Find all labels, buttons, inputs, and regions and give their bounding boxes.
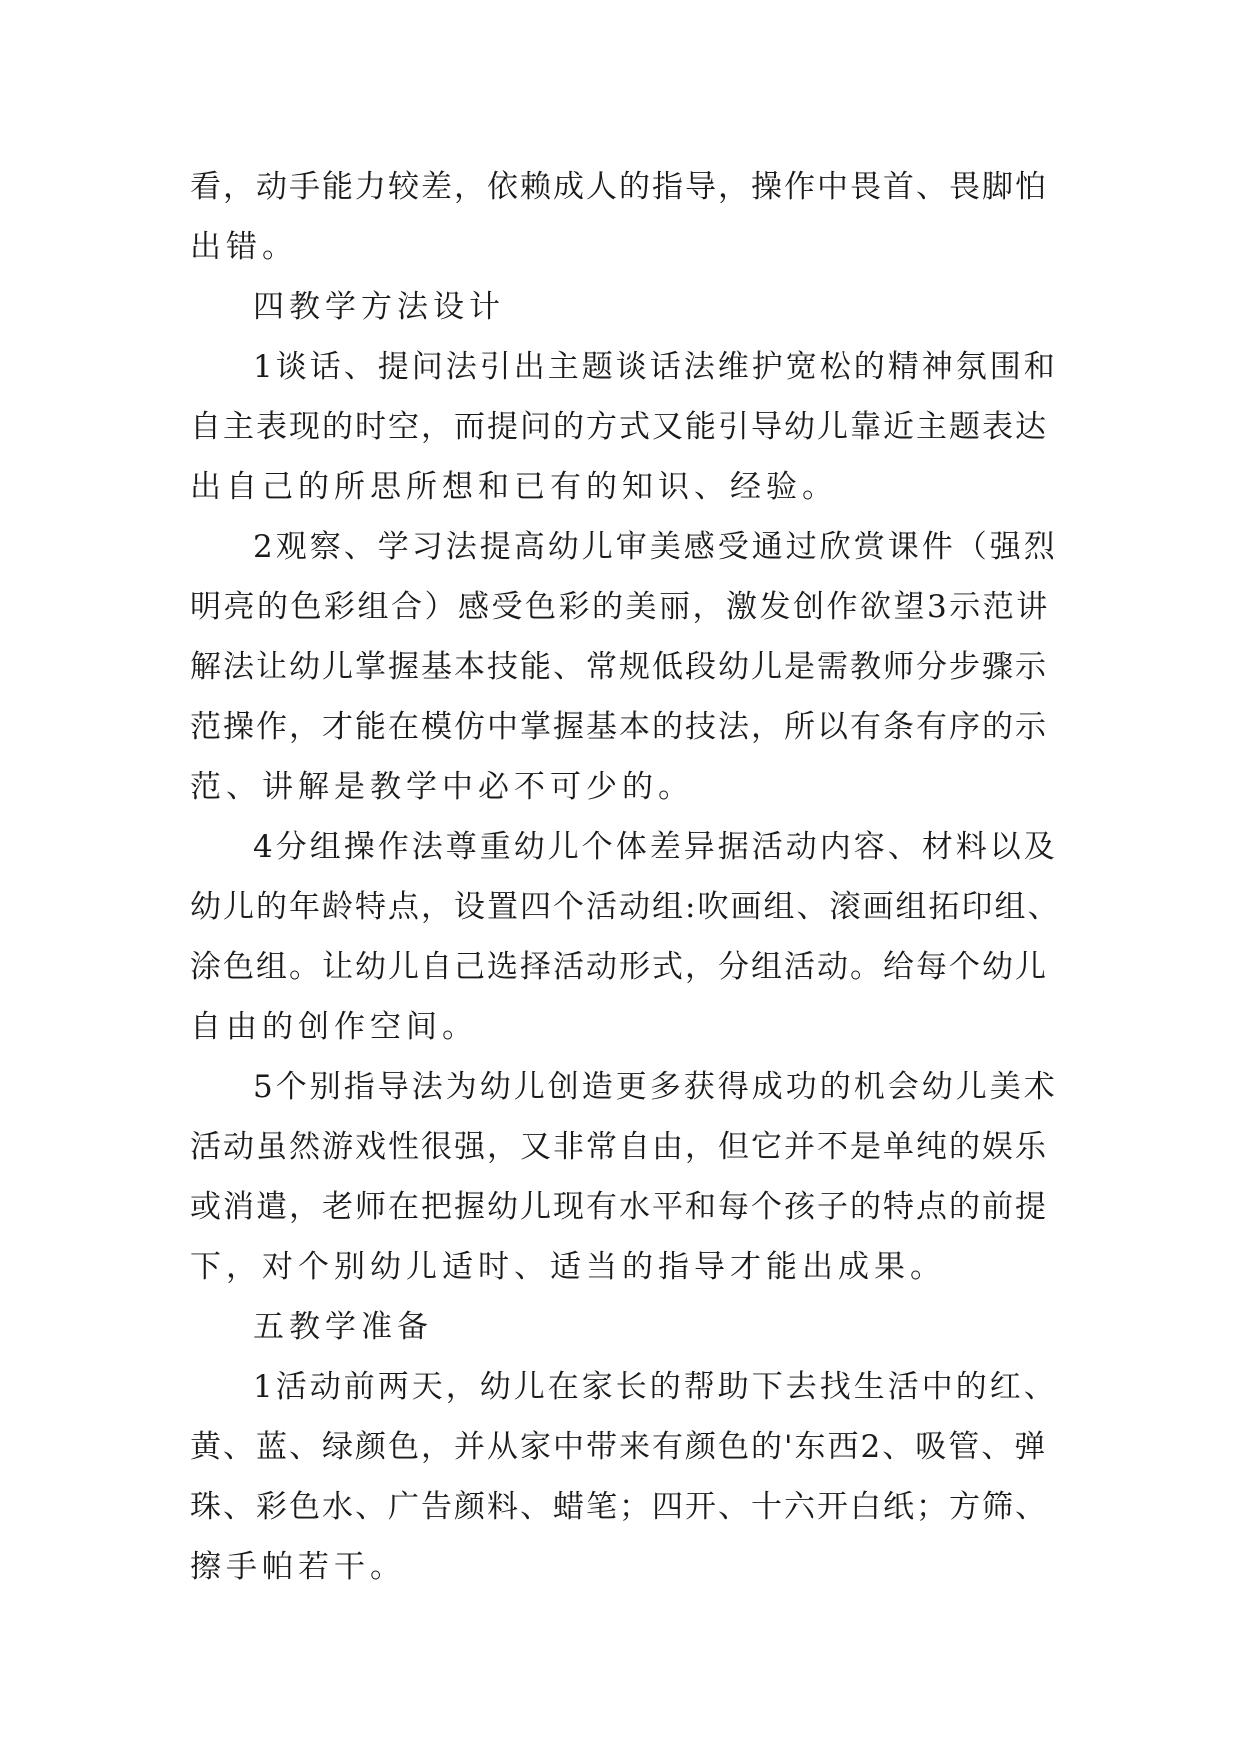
text-line: 下，对个别幼儿适时、适当的指导才能出成果。 [190, 1249, 946, 1285]
text-line: 珠、彩色水、广告颜料、蜡笔；四开、十六开白纸；方筛、 [190, 1489, 1048, 1525]
text-line: 活动虽然游戏性很强，又非常自由，但它并不是单纯的娱乐 [190, 1129, 1048, 1165]
text-line: 涂色组。让幼儿自己选择活动形式，分组活动。给每个幼儿 [190, 949, 1048, 985]
text-line: 擦手帕若干。 [190, 1549, 406, 1585]
text-line: 出自己的所思所想和已有的知识、经验。 [190, 469, 838, 505]
text-line: 出错。 [190, 229, 298, 265]
text-line: 2观察、学习法提高幼儿审美感受通过欣赏课件（强烈 [253, 529, 1058, 565]
text-line: 四教学方法设计 [253, 289, 505, 325]
text-line: 自由的创作空间。 [190, 1009, 478, 1045]
document-body [190, 157, 1060, 1597]
text-line: 自主表现的时空，而提问的方式又能引导幼儿靠近主题表达 [190, 409, 1048, 445]
text-line: 幼儿的年龄特点，设置四个活动组:吹画组、滚画组拓印组、 [190, 889, 1061, 925]
text-line: 五教学准备 [253, 1309, 433, 1345]
text-line: 黄、蓝、绿颜色，并从家中带来有颜色的'东西2、吸管、弹 [190, 1429, 1048, 1465]
text-line: 解法让幼儿掌握基本技能、常规低段幼儿是需教师分步骤示 [190, 649, 1048, 685]
text-line: 范、讲解是教学中必不可少的。 [190, 769, 694, 805]
text-line: 或消遣，老师在把握幼儿现有水平和每个孩子的特点的前提 [190, 1189, 1048, 1225]
text-line: 1活动前两天，幼儿在家长的帮助下去找生活中的红、 [253, 1369, 1058, 1405]
text-line: 5个别指导法为幼儿创造更多获得成功的机会幼儿美术 [253, 1069, 1058, 1105]
text-line: 1谈话、提问法引出主题谈话法维护宽松的精神氛围和 [253, 349, 1058, 385]
text-line: 4分组操作法尊重幼儿个体差异据活动内容、材料以及 [253, 829, 1058, 865]
text-line: 范操作，才能在模仿中掌握基本的技法，所以有条有序的示 [190, 709, 1048, 745]
text-line: 看，动手能力较差，依赖成人的指导，操作中畏首、畏脚怕 [190, 169, 1048, 205]
text-line: 明亮的色彩组合）感受色彩的美丽，激发创作欲望3示范讲 [190, 589, 1050, 625]
